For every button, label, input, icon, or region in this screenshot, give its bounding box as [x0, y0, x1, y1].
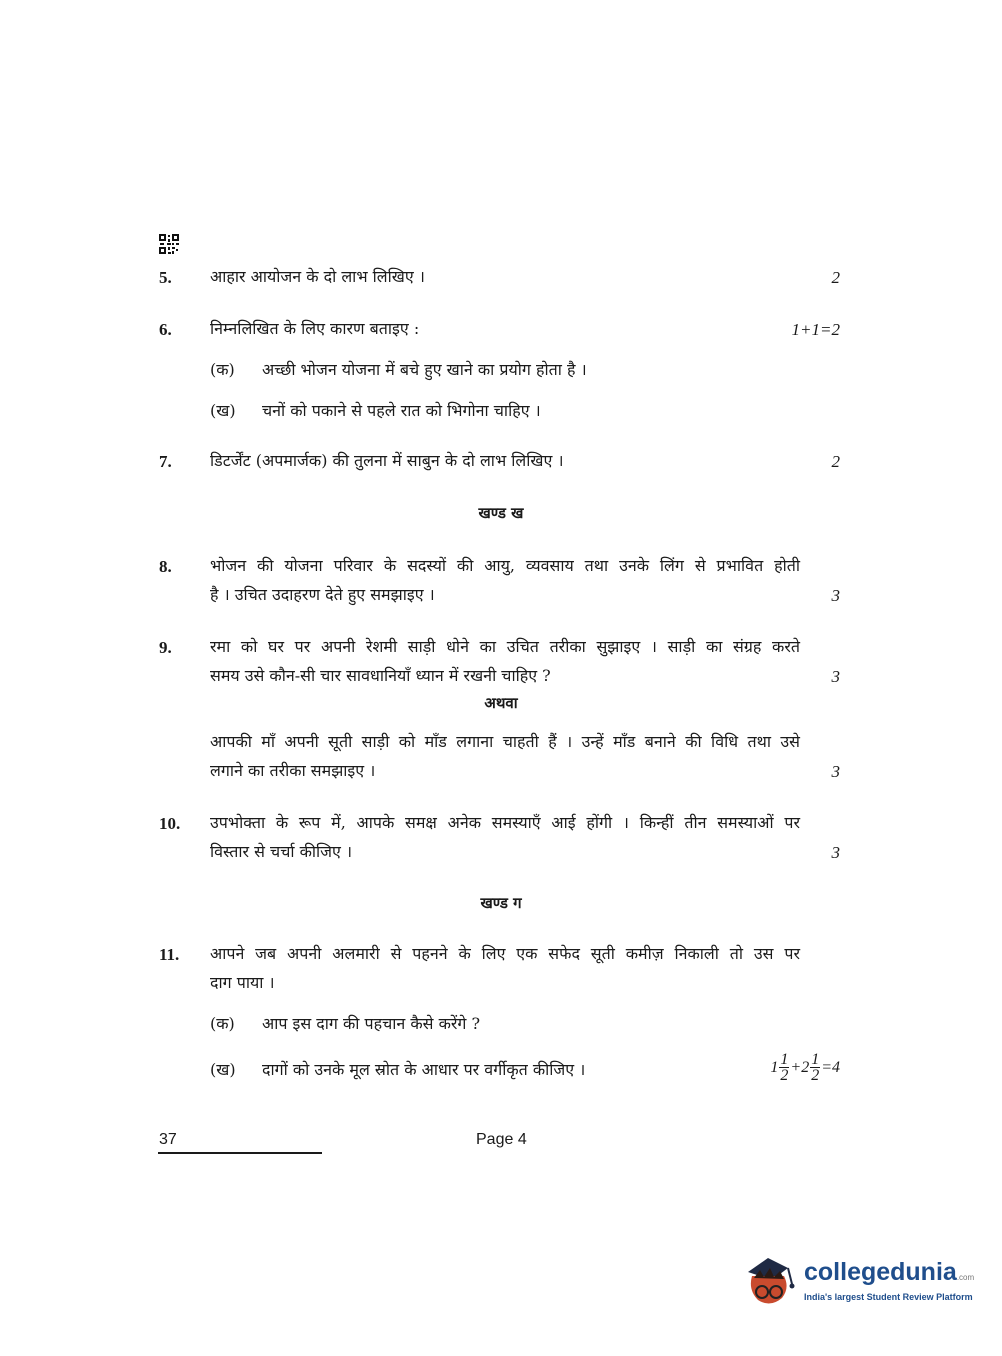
footer-rule — [158, 1152, 322, 1154]
marks: 1+1=2 — [791, 320, 840, 339]
question-text: निम्नलिखित के लिए कारण बताइए : — [210, 319, 420, 338]
marks-mixed-fraction — [770, 1052, 840, 1083]
sub-question-label: (ख) — [210, 401, 236, 420]
marks: 3 — [831, 667, 840, 686]
question-text: डिटर्जेंट (अपमार्जक) की तुलना में साबुन के दो लाभ लिखिए । — [210, 451, 564, 470]
marks: 2 — [831, 452, 840, 471]
paper-code: 37 — [159, 1131, 177, 1148]
question-text-line: रमा को घर पर अपनी रेशमी साड़ी धोने का उचित तरीका सुझाइए । साड़ी का संग्रह करते — [210, 637, 800, 656]
denominator: 2 — [780, 1067, 789, 1084]
question-text-line: समय उसे कौन-सी चार सावधानियाँ ध्यान में रखनी चाहिए ? — [210, 666, 551, 685]
marks: 3 — [831, 843, 840, 862]
section-heading: खण्ड ग — [480, 894, 522, 912]
fraction — [810, 1052, 820, 1083]
question-text-line: विस्तार से चर्चा कीजिए । — [210, 842, 353, 861]
question-text: आहार आयोजन के दो लाभ लिखिए । — [210, 267, 425, 286]
question-number: 9. — [159, 638, 172, 657]
sub-question-text: चनों को पकाने से पहले रात को भिगोना चाहिए । — [262, 401, 541, 420]
question-number: 8. — [159, 557, 172, 576]
mascot-icon — [742, 1250, 804, 1312]
qr-code-icon — [159, 234, 179, 254]
question-text-line: आपने जब अपनी अलमारी से पहनने के लिए एक सफेद सूती कमीज़ निकाली तो उस पर — [210, 944, 800, 963]
sub-question-label: (ख) — [210, 1060, 236, 1079]
total: =4 — [821, 1058, 840, 1076]
question-text-line: उपभोक्ता के रूप में, आपके समक्ष अनेक समस्याएँ आई होंगी । किन्हीं तीन समस्याओं पर — [210, 813, 800, 832]
sub-question-label: (क) — [210, 360, 235, 379]
question-number: 6. — [159, 320, 172, 339]
brand-suffix: .com — [956, 1273, 975, 1282]
brand-name: collegedunia — [804, 1258, 957, 1286]
marks: 3 — [831, 762, 840, 781]
denominator: 2 — [811, 1067, 820, 1084]
plus-sign: + — [790, 1058, 802, 1076]
page-number: Page 4 — [476, 1131, 527, 1148]
numerator: 1 — [811, 1051, 820, 1068]
marks: 2 — [831, 268, 840, 287]
sub-question-text: आप इस दाग की पहचान कैसे करेंगे ? — [262, 1014, 481, 1033]
or-heading: अथवा — [484, 694, 518, 712]
question-text-line: है । उचित उदाहरण देते हुए समझाइए । — [210, 585, 435, 604]
question-number: 5. — [159, 268, 172, 287]
question-number: 11. — [159, 945, 180, 964]
collegedunia-logo — [742, 1250, 975, 1312]
brand-tagline: India's largest Student Review Platform — [804, 1292, 973, 1302]
whole-number: 1 — [770, 1058, 779, 1076]
sub-question-text: दागों को उनके मूल स्रोत के आधार पर वर्गीकृत कीजिए । — [262, 1060, 586, 1079]
section-heading: खण्ड ख — [478, 504, 524, 522]
sub-question-text: अच्छी भोजन योजना में बचे हुए खाने का प्रयोग होता है । — [262, 360, 587, 379]
question-text-line: भोजन की योजना परिवार के सदस्यों की आयु, व्यवसाय तथा उनके लिंग से प्रभावित होती — [210, 556, 800, 575]
question-text-line: आपकी माँ अपनी सूती साड़ी को माँड लगाना चाहती हैं । उन्हें माँड बनाने की विधि तथा उसे — [210, 732, 800, 751]
marks: 3 — [831, 586, 840, 605]
whole-number: 2 — [801, 1058, 810, 1076]
fraction — [779, 1052, 789, 1083]
question-text-line: लगाने का तरीका समझाइए । — [210, 761, 376, 780]
question-text-line: दाग पाया । — [210, 973, 275, 992]
question-number: 7. — [159, 452, 172, 471]
numerator: 1 — [780, 1051, 789, 1068]
question-number: 10. — [159, 814, 181, 833]
sub-question-label: (क) — [210, 1014, 235, 1033]
